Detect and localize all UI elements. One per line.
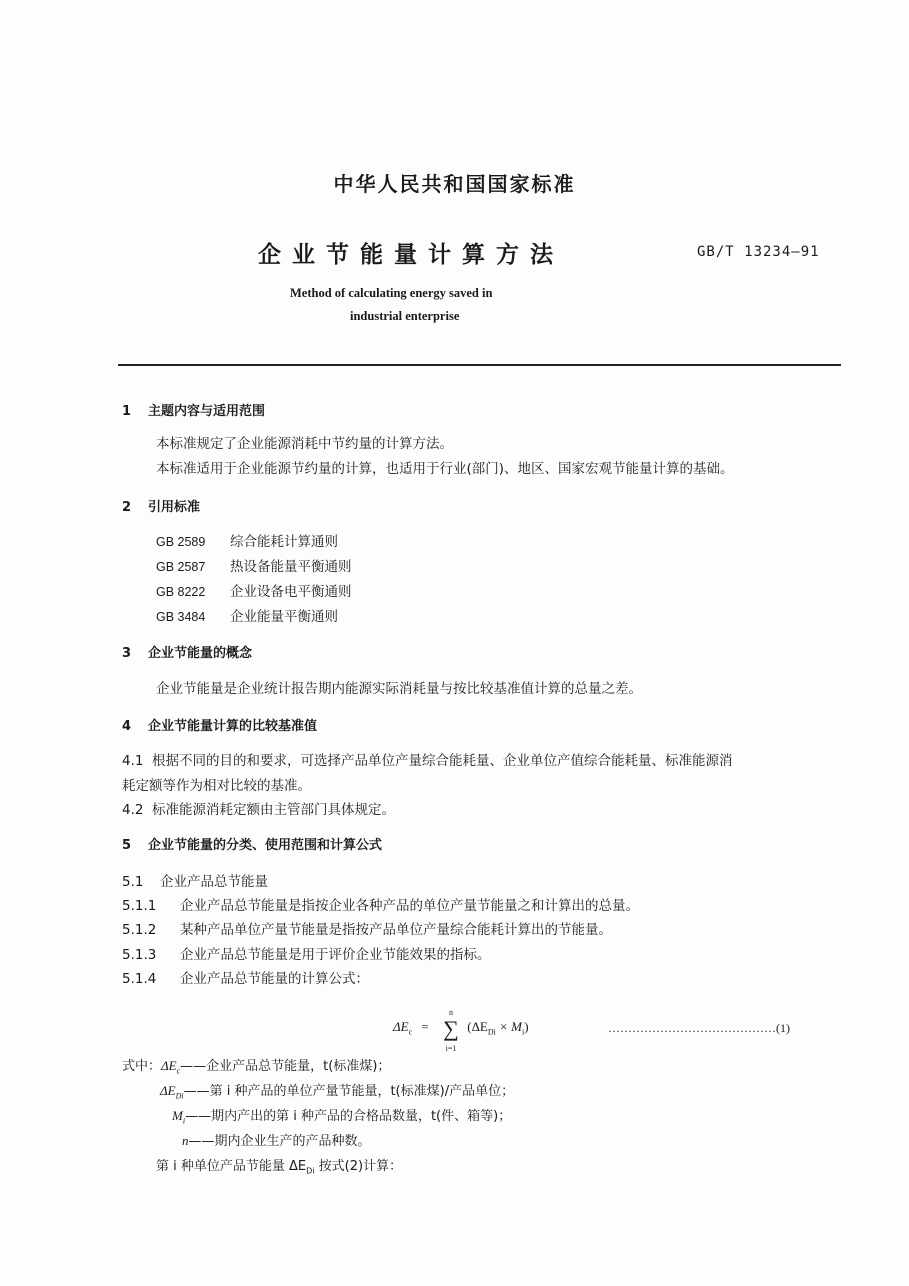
section-3-para-1: 企业节能量是企业统计报告期内能源实际消耗量与按比较基准值计算的总量之差。: [156, 681, 642, 697]
equation-number-1: ……………………………………(1): [608, 1021, 790, 1035]
standard-code: GB/T 13234—91: [697, 244, 820, 260]
clause-5-1-4: 5.1.4 企业产品总节能量的计算公式：: [122, 971, 369, 987]
reference-item: GB 2587 热设备能量平衡通则: [156, 559, 352, 575]
section-1-heading: 1 主题内容与适用范围: [122, 404, 266, 419]
definition-line-1: 式中：$\Delta E_c——$企业产品总节能量，t(标准煤)；: [122, 1058, 391, 1076]
clause-5-1: 5.1 企业产品总节能量: [122, 874, 268, 890]
english-title-line1: Method of calculating energy saved in: [290, 286, 493, 300]
section-5-heading: 5 企业节能量的分类、使用范围和计算公式: [122, 838, 383, 853]
definition-line-3: $M_i——$期内产出的第 i 种产品的合格品数量，t(件、箱等)；: [172, 1108, 512, 1126]
english-title-line2: industrial enterprise: [350, 309, 460, 323]
section-1-para-1: 本标准规定了企业能源消耗中节约量的计算方法。: [156, 436, 453, 452]
section-2-heading: 2 引用标准: [122, 500, 201, 515]
definition-line-2: $\Delta E_{Di}——$第 i 种产品的单位产量节能量，t(标准煤)/产品单位；: [160, 1083, 515, 1101]
clause-5-1-3: 5.1.3 企业产品总节能量是用于评价企业节能效果的指标。: [122, 947, 491, 963]
section-1-para-2: 本标准适用于企业能源节约量的计算，也适用于行业(部门)、地区、国家宏观节能量计算的基础。: [156, 461, 734, 477]
reference-item: GB 8222 企业设备电平衡通则: [156, 584, 352, 600]
clause-5-1-1: 5.1.1 企业产品总节能量是指按企业各种产品的单位产量节能量之和计算出的总量。: [122, 898, 639, 914]
national-standard-heading: 中华人民共和国国家标准: [333, 172, 576, 196]
clause-4-1-line-2: 耗定额等作为相对比较的基准。: [122, 778, 311, 794]
reference-item: GB 2589 综合能耗计算通则: [156, 534, 338, 550]
clause-5-1-2: 5.1.2 某种产品单位产量节能量是指按产品单位产量综合能耗计算出的节能量。: [122, 922, 612, 938]
header-rule: [118, 364, 841, 366]
reference-item: GB 3484 企业能量平衡通则: [156, 609, 338, 625]
document-title: 企业节能量计算方法: [258, 242, 564, 268]
definition-line-4: n——期内企业生产的产品种数。: [182, 1133, 371, 1149]
formula-2-intro: 第 i 种单位产品节能量 $\Delta E_{Di}$ 按式(2)计算：: [156, 1159, 403, 1176]
clause-4-2: 4.2 标准能源消耗定额由主管部门具体规定。: [122, 802, 395, 818]
section-4-heading: 4 企业节能量计算的比较基准值: [122, 719, 318, 734]
formula-1: $\Delta E_c$ = ∑ n i=1 $(\Delta E_{Di} \times M_i)$: [393, 1008, 529, 1053]
clause-4-1-line-1: 4.1 根据不同的目的和要求，可选择产品单位产量综合能耗量、企业单位产值综合能耗量、标准能源消: [122, 753, 733, 769]
summation-symbol: ∑ n i=1: [443, 1008, 459, 1053]
section-3-heading: 3 企业节能量的概念: [122, 646, 253, 661]
